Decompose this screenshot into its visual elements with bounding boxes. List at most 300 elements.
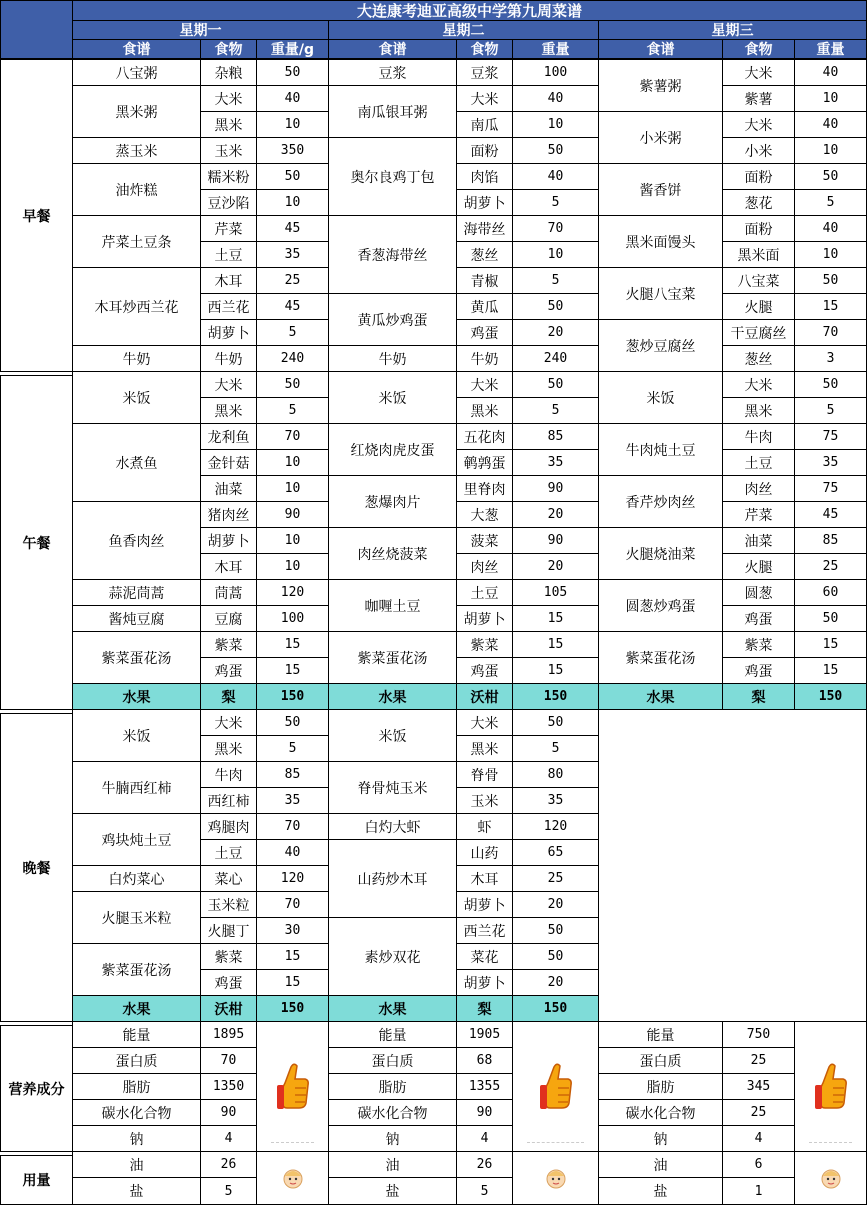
food-item: 鸡蛋 (722, 657, 795, 684)
food-weight: 15 (512, 631, 599, 658)
food-item: 茼蒿 (200, 579, 257, 606)
nutrient-name: 蛋白质 (598, 1047, 723, 1074)
dish-name: 火腿烧油菜 (598, 527, 723, 580)
food-item: 山药 (456, 839, 513, 866)
col-header-weight: 重量 (512, 39, 599, 59)
food-item: 葱花 (722, 189, 795, 216)
food-item: 土豆 (200, 241, 257, 268)
food-item: 大米 (200, 371, 257, 398)
fruit-weight: 150 (256, 995, 329, 1022)
food-item: 胡萝卜 (456, 969, 513, 996)
fruit-label: 水果 (328, 995, 457, 1022)
food-item: 紫薯 (722, 85, 795, 112)
food-weight: 65 (512, 839, 599, 866)
food-item: 大米 (722, 371, 795, 398)
page-title: 大连康考迪亚高级中学第九周菜谱 (72, 0, 867, 21)
dish-name: 牛腩西红柿 (72, 761, 201, 814)
dish-name: 山药炒木耳 (328, 839, 457, 918)
dish-name: 南瓜银耳粥 (328, 85, 457, 138)
food-item: 火腿丁 (200, 917, 257, 944)
section-dinner: 晚餐 (0, 713, 73, 1022)
food-item: 黄瓜 (456, 293, 513, 320)
col-header-food: 食物 (456, 39, 513, 59)
nutrient-name: 能量 (598, 1021, 723, 1048)
dish-name: 火腿玉米粒 (72, 891, 201, 944)
dish-name: 鸡块炖土豆 (72, 813, 201, 866)
food-item: 西红柿 (200, 787, 257, 814)
food-weight: 20 (512, 969, 599, 996)
nutrient-name: 钠 (598, 1125, 723, 1152)
dish-name: 蒜泥茼蒿 (72, 579, 201, 606)
dish-name: 葱爆肉片 (328, 475, 457, 528)
nutrient-value: 25 (722, 1047, 795, 1074)
nutrient-name: 脂肪 (598, 1073, 723, 1100)
section-usage: 用量 (0, 1155, 73, 1205)
nutrient-value: 750 (722, 1021, 795, 1048)
food-item: 黑米 (722, 397, 795, 424)
fruit-item: 梨 (722, 683, 795, 710)
food-item: 猪肉丝 (200, 501, 257, 528)
food-item: 大米 (456, 371, 513, 398)
fruit-item: 沃柑 (456, 683, 513, 710)
food-item: 鸡蛋 (200, 657, 257, 684)
food-item: 紫菜 (722, 631, 795, 658)
dish-name: 米饭 (72, 709, 201, 762)
col-header-dish: 食谱 (598, 39, 723, 59)
food-item: 油菜 (200, 475, 257, 502)
usage-value: 1 (722, 1177, 795, 1205)
food-weight: 90 (512, 475, 599, 502)
dish-name: 木耳炒西兰花 (72, 267, 201, 346)
usage-value: 5 (200, 1177, 257, 1205)
dish-name: 白灼大虾 (328, 813, 457, 840)
dish-name: 小米粥 (598, 111, 723, 164)
nutrient-value: 4 (456, 1125, 513, 1152)
food-item: 胡萝卜 (456, 605, 513, 632)
food-weight: 45 (256, 293, 329, 320)
food-weight: 10 (794, 241, 867, 268)
food-item: 芹菜 (200, 215, 257, 242)
nutrient-name: 能量 (328, 1021, 457, 1048)
food-weight: 70 (512, 215, 599, 242)
food-item: 豆腐 (200, 605, 257, 632)
food-item: 南瓜 (456, 111, 513, 138)
food-weight: 5 (256, 735, 329, 762)
dish-name: 紫薯粥 (598, 59, 723, 112)
food-weight: 120 (256, 579, 329, 606)
food-weight: 70 (256, 891, 329, 918)
food-weight: 50 (256, 709, 329, 736)
food-weight: 50 (794, 371, 867, 398)
food-weight: 70 (256, 813, 329, 840)
food-weight: 35 (256, 241, 329, 268)
thumbs-up-icon (512, 1021, 599, 1152)
dish-name: 油炸糕 (72, 163, 201, 216)
food-weight: 350 (256, 137, 329, 164)
food-item: 糯米粉 (200, 163, 257, 190)
food-item: 肉丝 (456, 553, 513, 580)
food-weight: 85 (512, 423, 599, 450)
dish-name: 香葱海带丝 (328, 215, 457, 294)
nutrient-value: 1895 (200, 1021, 257, 1048)
col-header-food: 食物 (200, 39, 257, 59)
nutrient-name: 蛋白质 (328, 1047, 457, 1074)
food-weight: 10 (794, 137, 867, 164)
dish-name: 圆葱炒鸡蛋 (598, 579, 723, 632)
food-weight: 70 (794, 319, 867, 346)
food-item: 土豆 (456, 579, 513, 606)
dish-name: 素炒双花 (328, 917, 457, 996)
food-item: 肉丝 (722, 475, 795, 502)
food-weight: 120 (256, 865, 329, 892)
dish-name: 紫菜蛋花汤 (72, 631, 201, 684)
day-header: 星期三 (598, 20, 867, 40)
food-item: 脊骨 (456, 761, 513, 788)
food-weight: 90 (512, 527, 599, 554)
nutrient-name: 碳水化合物 (72, 1099, 201, 1126)
nutrient-name: 碳水化合物 (598, 1099, 723, 1126)
food-weight: 50 (512, 943, 599, 970)
food-weight: 10 (256, 189, 329, 216)
dish-name: 香芹炒肉丝 (598, 475, 723, 528)
food-item: 大葱 (456, 501, 513, 528)
nutrient-value: 25 (722, 1099, 795, 1126)
nutrient-name: 脂肪 (72, 1073, 201, 1100)
dish-name: 酱炖豆腐 (72, 605, 201, 632)
food-item: 里脊肉 (456, 475, 513, 502)
food-weight: 40 (512, 85, 599, 112)
dish-name: 紫菜蛋花汤 (72, 943, 201, 996)
food-item: 五花肉 (456, 423, 513, 450)
col-header-weight: 重量/g (256, 39, 329, 59)
dish-name: 葱炒豆腐丝 (598, 319, 723, 372)
food-item: 紫菜 (200, 631, 257, 658)
nutrient-value: 1905 (456, 1021, 513, 1048)
food-item: 西兰花 (456, 917, 513, 944)
food-weight: 10 (256, 475, 329, 502)
food-item: 土豆 (722, 449, 795, 476)
food-weight: 240 (512, 345, 599, 372)
food-weight: 15 (256, 631, 329, 658)
dish-name: 水煮鱼 (72, 423, 201, 502)
food-item: 油菜 (722, 527, 795, 554)
food-item: 紫菜 (456, 631, 513, 658)
fruit-item: 梨 (200, 683, 257, 710)
food-weight: 35 (512, 449, 599, 476)
food-weight: 15 (256, 943, 329, 970)
food-item: 木耳 (200, 553, 257, 580)
food-weight: 85 (256, 761, 329, 788)
thumbs-up-icon (256, 1021, 329, 1152)
food-item: 鹌鹑蛋 (456, 449, 513, 476)
food-item: 牛肉 (722, 423, 795, 450)
food-weight: 25 (794, 553, 867, 580)
usage-name: 盐 (328, 1177, 457, 1205)
food-item: 黑米 (200, 735, 257, 762)
col-header-food: 食物 (722, 39, 795, 59)
food-item: 八宝菜 (722, 267, 795, 294)
food-weight: 40 (794, 111, 867, 138)
nutrient-name: 碳水化合物 (328, 1099, 457, 1126)
nutrient-value: 90 (456, 1099, 513, 1126)
food-item: 菜心 (200, 865, 257, 892)
food-item: 杂粮 (200, 59, 257, 86)
food-item: 牛奶 (200, 345, 257, 372)
food-item: 葱丝 (456, 241, 513, 268)
dish-name: 咖喱土豆 (328, 579, 457, 632)
food-weight: 45 (256, 215, 329, 242)
food-weight: 15 (794, 293, 867, 320)
food-weight: 10 (794, 85, 867, 112)
food-weight: 20 (512, 501, 599, 528)
food-weight: 5 (512, 189, 599, 216)
food-item: 豆沙陷 (200, 189, 257, 216)
food-item: 火腿 (722, 293, 795, 320)
food-item: 黑米面 (722, 241, 795, 268)
usage-value: 5 (456, 1177, 513, 1205)
usage-value: 26 (200, 1151, 257, 1178)
fruit-weight: 150 (256, 683, 329, 710)
food-weight: 40 (256, 85, 329, 112)
dish-name: 火腿八宝菜 (598, 267, 723, 320)
dish-name: 米饭 (328, 709, 457, 762)
food-item: 干豆腐丝 (722, 319, 795, 346)
food-item: 胡萝卜 (200, 527, 257, 554)
food-weight: 25 (512, 865, 599, 892)
usage-name: 油 (598, 1151, 723, 1178)
food-item: 鸡腿肉 (200, 813, 257, 840)
food-item: 胡萝卜 (456, 189, 513, 216)
food-weight: 15 (512, 657, 599, 684)
food-weight: 25 (256, 267, 329, 294)
food-item: 紫菜 (200, 943, 257, 970)
fruit-item: 梨 (456, 995, 513, 1022)
food-weight: 80 (512, 761, 599, 788)
food-weight: 50 (256, 371, 329, 398)
food-weight: 50 (794, 605, 867, 632)
food-item: 鸡蛋 (200, 969, 257, 996)
fruit-weight: 150 (512, 995, 599, 1022)
food-item: 胡萝卜 (456, 891, 513, 918)
food-weight: 120 (512, 813, 599, 840)
dish-name: 米饭 (328, 371, 457, 424)
cartoon-face-icon (256, 1151, 329, 1205)
food-item: 葱丝 (722, 345, 795, 372)
day-header: 星期二 (328, 20, 599, 40)
food-item: 黑米 (456, 397, 513, 424)
food-item: 木耳 (456, 865, 513, 892)
dish-name: 黄瓜炒鸡蛋 (328, 293, 457, 346)
food-weight: 100 (512, 59, 599, 86)
fruit-label: 水果 (72, 683, 201, 710)
food-weight: 10 (256, 553, 329, 580)
cartoon-face-icon (512, 1151, 599, 1205)
food-weight: 40 (512, 163, 599, 190)
food-weight: 100 (256, 605, 329, 632)
food-item: 胡萝卜 (200, 319, 257, 346)
food-item: 青椒 (456, 267, 513, 294)
food-item: 大米 (200, 85, 257, 112)
dish-name: 酱香饼 (598, 163, 723, 216)
food-weight: 5 (256, 397, 329, 424)
section-lunch: 午餐 (0, 375, 73, 710)
food-weight: 15 (794, 631, 867, 658)
food-weight: 50 (794, 267, 867, 294)
nutrient-value: 345 (722, 1073, 795, 1100)
nutrient-value: 90 (200, 1099, 257, 1126)
nutrient-name: 钠 (72, 1125, 201, 1152)
food-weight: 10 (256, 527, 329, 554)
food-weight: 5 (512, 735, 599, 762)
food-weight: 10 (512, 111, 599, 138)
col-header-dish: 食谱 (72, 39, 201, 59)
fruit-weight: 150 (512, 683, 599, 710)
nutrient-value: 1350 (200, 1073, 257, 1100)
usage-value: 6 (722, 1151, 795, 1178)
section-nutrition: 营养成分 (0, 1025, 73, 1152)
usage-name: 油 (328, 1151, 457, 1178)
food-item: 黑米 (456, 735, 513, 762)
dish-name: 米饭 (598, 371, 723, 424)
dish-name: 鱼香肉丝 (72, 501, 201, 580)
nutrient-value: 4 (722, 1125, 795, 1152)
food-item: 大米 (200, 709, 257, 736)
food-weight: 5 (794, 189, 867, 216)
food-weight: 10 (512, 241, 599, 268)
food-item: 龙利鱼 (200, 423, 257, 450)
food-item: 面粉 (722, 215, 795, 242)
food-weight: 5 (794, 397, 867, 424)
col-header-dish: 食谱 (328, 39, 457, 59)
food-weight: 20 (512, 319, 599, 346)
section-breakfast: 早餐 (0, 59, 73, 372)
food-weight: 50 (512, 371, 599, 398)
food-item: 金针菇 (200, 449, 257, 476)
col-header-weight: 重量 (794, 39, 867, 59)
food-weight: 40 (256, 839, 329, 866)
food-weight: 105 (512, 579, 599, 606)
food-weight: 60 (794, 579, 867, 606)
nutrient-name: 钠 (328, 1125, 457, 1152)
food-weight: 10 (256, 111, 329, 138)
nutrient-value: 4 (200, 1125, 257, 1152)
food-weight: 5 (256, 319, 329, 346)
food-weight: 5 (512, 267, 599, 294)
nutrient-name: 能量 (72, 1021, 201, 1048)
food-weight: 85 (794, 527, 867, 554)
food-item: 海带丝 (456, 215, 513, 242)
food-item: 牛奶 (456, 345, 513, 372)
food-weight: 35 (794, 449, 867, 476)
fruit-item: 沃柑 (200, 995, 257, 1022)
food-item: 菜花 (456, 943, 513, 970)
food-weight: 40 (794, 215, 867, 242)
food-weight: 90 (256, 501, 329, 528)
nutrient-name: 蛋白质 (72, 1047, 201, 1074)
food-item: 面粉 (456, 137, 513, 164)
food-item: 肉馅 (456, 163, 513, 190)
food-item: 豆浆 (456, 59, 513, 86)
food-weight: 15 (256, 657, 329, 684)
dish-name: 奥尔良鸡丁包 (328, 137, 457, 216)
food-weight: 70 (256, 423, 329, 450)
food-weight: 50 (256, 163, 329, 190)
food-item: 火腿 (722, 553, 795, 580)
food-item: 大米 (722, 111, 795, 138)
dish-name: 八宝粥 (72, 59, 201, 86)
dish-name: 黑米粥 (72, 85, 201, 138)
food-weight: 10 (256, 449, 329, 476)
food-item: 鸡蛋 (722, 605, 795, 632)
food-item: 牛肉 (200, 761, 257, 788)
food-item: 玉米 (200, 137, 257, 164)
fruit-label: 水果 (598, 683, 723, 710)
food-weight: 45 (794, 501, 867, 528)
food-weight: 15 (794, 657, 867, 684)
food-weight: 75 (794, 475, 867, 502)
dish-name: 牛奶 (328, 345, 457, 372)
food-weight: 50 (256, 59, 329, 86)
food-weight: 5 (512, 397, 599, 424)
food-item: 菠菜 (456, 527, 513, 554)
dish-name: 紫菜蛋花汤 (328, 631, 457, 684)
fruit-label: 水果 (72, 995, 201, 1022)
food-weight: 30 (256, 917, 329, 944)
dish-name: 黑米面馒头 (598, 215, 723, 268)
dish-name: 牛奶 (72, 345, 201, 372)
nutrient-value: 68 (456, 1047, 513, 1074)
dish-name: 红烧肉虎皮蛋 (328, 423, 457, 476)
nutrient-value: 1355 (456, 1073, 513, 1100)
food-item: 圆葱 (722, 579, 795, 606)
dish-name: 肉丝烧菠菜 (328, 527, 457, 580)
food-item: 面粉 (722, 163, 795, 190)
dish-name: 脊骨炖玉米 (328, 761, 457, 814)
dish-name: 米饭 (72, 371, 201, 424)
food-weight: 50 (512, 293, 599, 320)
food-item: 大米 (722, 59, 795, 86)
dish-name: 牛肉炖土豆 (598, 423, 723, 476)
nutrient-value: 70 (200, 1047, 257, 1074)
food-item: 玉米 (456, 787, 513, 814)
dish-name: 豆浆 (328, 59, 457, 86)
fruit-label: 水果 (328, 683, 457, 710)
usage-value: 26 (456, 1151, 513, 1178)
food-item: 芹菜 (722, 501, 795, 528)
food-item: 鸡蛋 (456, 657, 513, 684)
food-weight: 50 (512, 917, 599, 944)
cartoon-face-icon (794, 1151, 867, 1205)
food-weight: 40 (794, 59, 867, 86)
food-weight: 15 (256, 969, 329, 996)
food-item: 虾 (456, 813, 513, 840)
fruit-weight: 150 (794, 683, 867, 710)
food-weight: 35 (256, 787, 329, 814)
food-weight: 20 (512, 891, 599, 918)
food-item: 玉米粒 (200, 891, 257, 918)
food-item: 土豆 (200, 839, 257, 866)
dish-name: 芹菜土豆条 (72, 215, 201, 268)
food-weight: 35 (512, 787, 599, 814)
dish-name: 蒸玉米 (72, 137, 201, 164)
food-item: 木耳 (200, 267, 257, 294)
dish-name: 紫菜蛋花汤 (598, 631, 723, 684)
food-weight: 75 (794, 423, 867, 450)
food-weight: 20 (512, 553, 599, 580)
dish-name: 白灼菜心 (72, 865, 201, 892)
nutrient-name: 脂肪 (328, 1073, 457, 1100)
food-item: 鸡蛋 (456, 319, 513, 346)
